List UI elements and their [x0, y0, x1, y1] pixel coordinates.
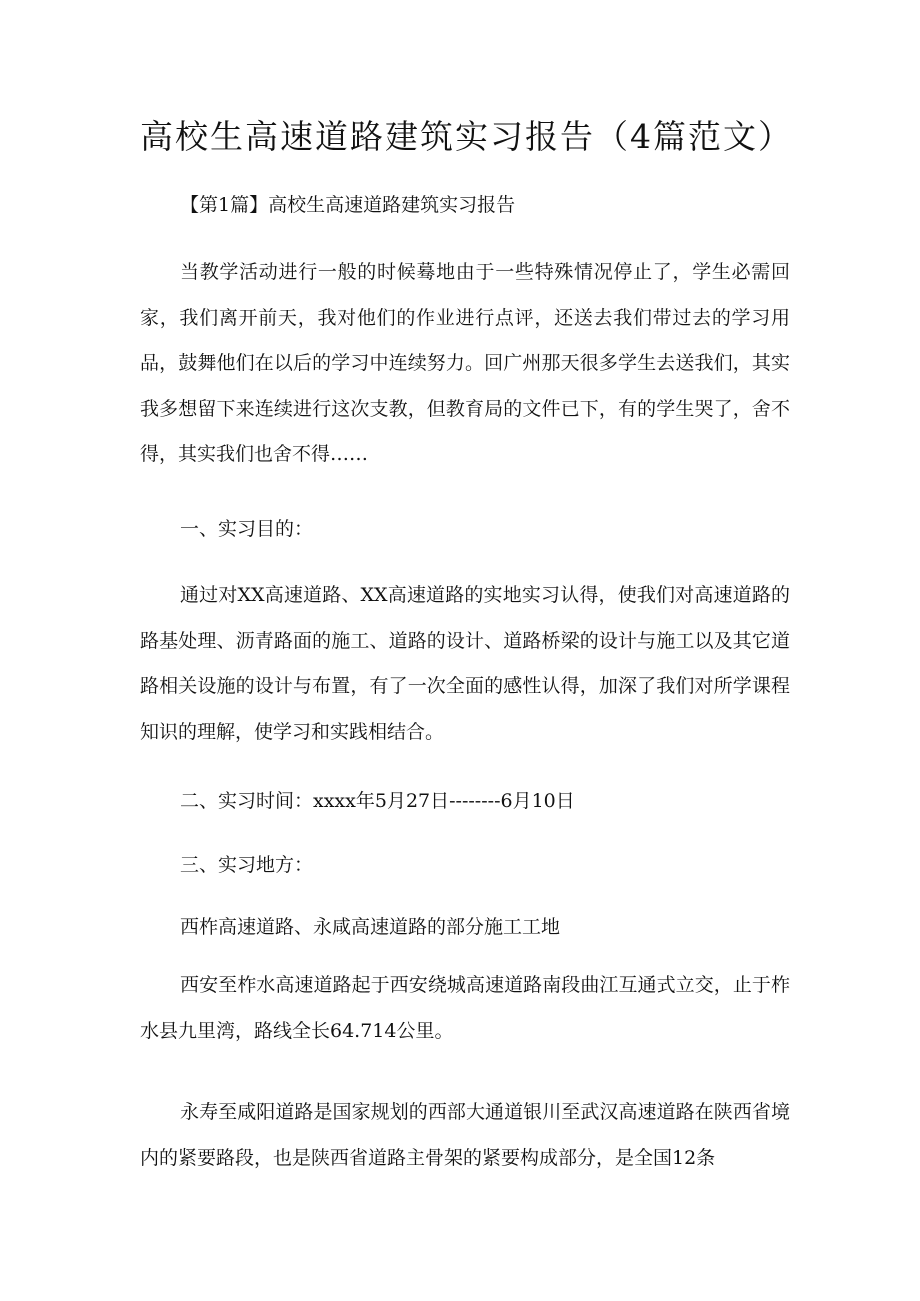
- paragraph-intro: 当教学活动进行一般的时候蓦地由于一些特殊情况停止了，学生必需回家，我们离开前天，我对他们的作业进行点评，还送去我们带过去的学习用品，鼓舞他们在以后的学习中连续努力。回广州那天很多学生去送我们，其实我多想留下来连续进行这次支教，但教育局的文件已下，有的学生哭了，舍不得，其实我们也舍不得……: [140, 261, 790, 465]
- place-line: 西柞高速道路、永咸高速道路的部分施工工地: [180, 916, 561, 938]
- document-title: 高校生高速道路建筑实习报告（4篇范文）: [140, 117, 793, 156]
- paragraph-yongxian: 永寿至咸阳道路是国家规划的西部大通道银川至武汉高速道路在陕西省境内的紧要路段，也是陕西省道路主骨架的紧要构成部分，是全国12条: [140, 1101, 790, 1169]
- paragraph-purpose: 通过对XX高速道路、XX高速道路的实地实习认得，使我们对高速道路的路基处理、沥青路面的施工、道路的设计、道路桥梁的设计与施工以及其它道路相关设施的设计与布置，有了一次全面的感性认得，加深了我们对所学课程知识的理解，使学习和实践相结合。: [140, 584, 790, 743]
- paragraph-xizha: 西安至柞水高速道路起于西安绕城高速道路南段曲江互通式立交，止于柞水县九里湾，路线全长64.714公里。: [140, 974, 790, 1042]
- section-heading: 【第1篇】高校生高速道路建筑实习报告: [180, 194, 516, 216]
- heading-time: 二、实习时间：xxxx年5月27日--------6月10日: [180, 790, 575, 812]
- heading-purpose: 一、实习目的：: [180, 518, 314, 540]
- heading-place: 三、实习地方：: [180, 854, 314, 876]
